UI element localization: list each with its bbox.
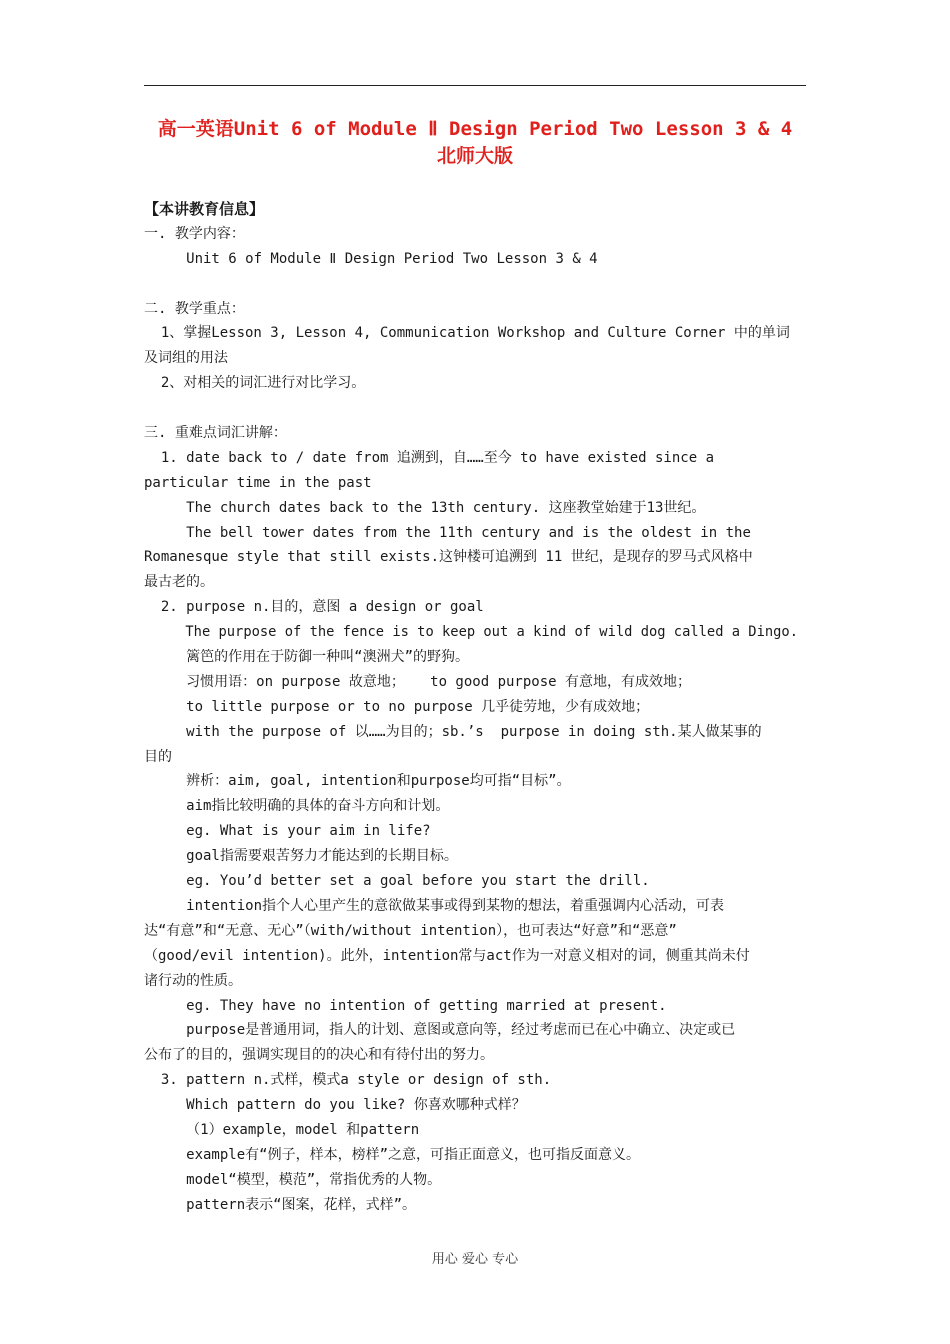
text-line: eg. What is your aim in life?: [144, 823, 431, 840]
text-line: （1）example，model 和pattern: [144, 1121, 420, 1138]
text-line: 1. date back to / date from 追溯到，自……至今 to have existed since a: [144, 449, 715, 466]
page-footer: 用心 爱心 专心: [431, 1252, 519, 1267]
text-line: 一. 教学内容：: [144, 225, 245, 242]
document-body: [144, 197, 806, 1218]
text-line: Unit 6 of Module Ⅱ Design Period Two Lesson 3 & 4: [144, 250, 598, 267]
text-line: The purpose of the fence is to keep out a kind of wild dog called a Dingo.: [144, 624, 798, 641]
text-line: 辨析：aim, goal, intention和purpose均可指“目标”。: [144, 773, 571, 790]
text-line: （good/evil intention)。此外，intention常与act作为一对意义相对的词，侧重其尚未付: [144, 947, 750, 964]
text-line: 诸行动的性质。: [144, 972, 242, 989]
text-line: 2. purpose n.目的，意图 a design or goal: [144, 599, 484, 616]
text-line: 达“有意”和“无意、无心”（with/without intention），也可表达“好意”和“恶意”: [144, 922, 677, 939]
text-line: aim指比较明确的具体的奋斗方向和计划。: [144, 798, 450, 815]
text-line: eg. You’d better set a goal before you start the drill.: [144, 873, 650, 890]
text-line: 2、对相关的词汇进行对比学习。: [144, 375, 366, 392]
text-line: goal指需要艰苦努力才能达到的长期目标。: [144, 848, 458, 865]
text-line: 1、掌握Lesson 3, Lesson 4, Communication Workshop and Culture Corner 中的单词: [144, 325, 790, 342]
text-line: The bell tower dates from the 11th century and is the oldest in the: [144, 524, 751, 541]
text-line: 三. 重难点词汇讲解：: [144, 425, 287, 442]
text-line: pattern表示“图案，花样，式样”。: [144, 1196, 417, 1213]
text-line: model“模型，模范”，常指优秀的人物。: [144, 1171, 442, 1188]
body-lines: [144, 222, 806, 1218]
text-line: to little purpose or to no purpose 几乎徒劳地，少有成效地；: [144, 698, 650, 715]
text-line: [144, 396, 806, 421]
text-line: 最古老的。: [144, 574, 214, 591]
text-line: 篱笆的作用在于防御一种叫“澳洲犬”的野狗。: [144, 649, 469, 666]
text-line: with the purpose of 以……为目的；sb.’s purpose in doing sth.某人做某事的: [144, 723, 762, 740]
text-line: 目的: [144, 748, 172, 765]
text-line: purpose是普通用词，指人的计划、意图或意向等，经过考虑而已在心中确立、决定或已: [144, 1022, 736, 1039]
text-line: Which pattern do you like? 你喜欢哪种式样？: [144, 1097, 526, 1114]
text-line: [144, 272, 806, 297]
text-line: 3. pattern n.式样，模式a style or design of sth.: [144, 1072, 552, 1089]
text-line: 公布了的目的，强调实现目的的决心和有待付出的努力。: [144, 1047, 494, 1064]
title-line-2: 北师大版: [436, 145, 513, 167]
text-line: 二. 教学重点：: [144, 300, 245, 317]
text-line: intention指个人心里产生的意欲做某事或得到某物的想法，着重强调内心活动，可表: [144, 897, 724, 914]
title-line-1: 高一英语Unit 6 of Module Ⅱ Design Period Two Lesson 3 & 4: [157, 118, 793, 140]
header-rule: [144, 85, 806, 86]
section-heading: 【本讲教育信息】: [144, 200, 265, 218]
text-line: example有“例子，样本，榜样”之意，可指正面意义，也可指反面意义。: [144, 1146, 641, 1163]
text-line: The church dates back to the 13th century. 这座教堂始建于13世纪。: [144, 499, 706, 516]
text-line: Romanesque style that still exists.这钟楼可追溯到 11 世纪，是现存的罗马式风格中: [144, 549, 753, 566]
text-line: particular time in the past: [144, 474, 372, 491]
document-title: [144, 116, 806, 170]
text-line: 及词组的用法: [144, 350, 228, 367]
text-line: eg. They have no intention of getting married at present.: [144, 997, 667, 1014]
text-line: 习惯用语：on purpose 故意地； to good purpose 有意地，有成效地；: [144, 673, 692, 690]
